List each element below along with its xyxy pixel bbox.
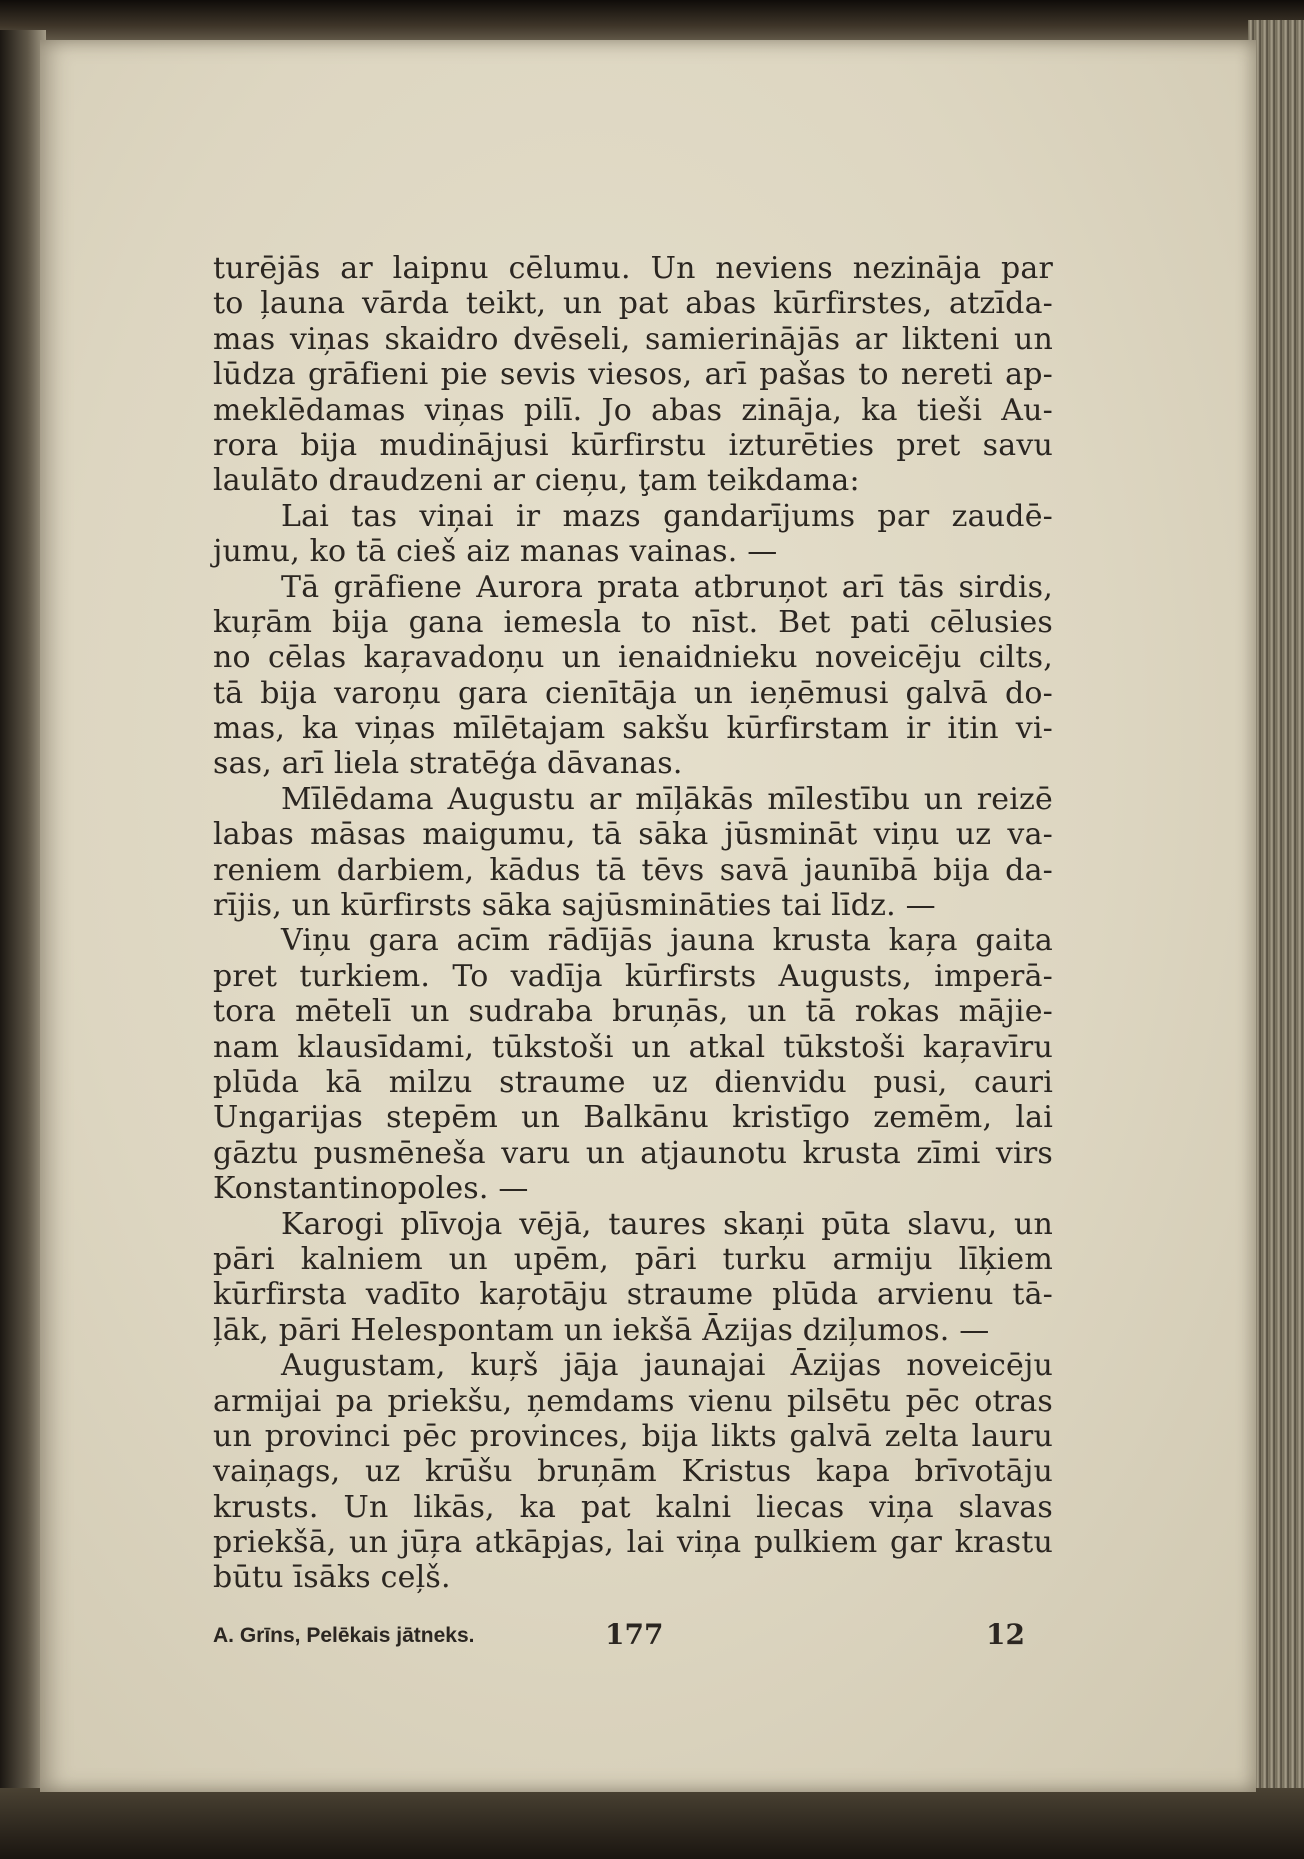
bottom-edge — [0, 1788, 1304, 1859]
text-line: mas, ka viņas mīlētajam sakšu kūrfirstam ir itin vi- — [213, 711, 1053, 747]
text-line: vaiņags, uz krūšu bruņām Kristus kapa brīvotāju — [213, 1454, 1053, 1490]
text-line: plūda kā milzu straume uz dienvidu pusi, cauri — [213, 1064, 1053, 1100]
text-line: Lai tas viņai ir mazs gandarījums par zaudē- — [281, 498, 1053, 534]
footer-title: A. Grīns, Pelēkais jātneks. — [213, 1624, 475, 1647]
text-line: Augustam, kuŗš jāja jaunajai Āzijas noveicēju — [281, 1348, 1053, 1384]
text-line: un provinci pēc provinces, bija likts galvā zelta lauru — [213, 1418, 1053, 1454]
text-line: laulāto draudzeni ar cieņu, ţam teikdama: — [213, 463, 860, 499]
text-line: pāri kalniem un upēm, pāri turku armiju līķiem — [213, 1241, 1053, 1277]
text-line: rora bija mudinājusi kūrfirstu izturēties pret savu — [213, 427, 1053, 463]
text-line: pret turkiem. To vadīja kūrfirsts Augusts, imperā- — [213, 958, 1053, 994]
text-line: nam klausīdami, tūkstoši un atkal tūkstoši kaŗavīru — [213, 1029, 1053, 1065]
text-line: meklēdamas viņas pilī. Jo abas zināja, ka tieši Au- — [213, 392, 1053, 428]
page-number: 177 — [605, 1618, 664, 1651]
text-line: turējās ar laipnu cēlumu. Un neviens nezināja par — [213, 251, 1053, 286]
text-line: reniem darbiem, kādus tā tēvs savā jaunībā bija da- — [213, 852, 1053, 888]
text-line: Konstantinopoles. — — [213, 1171, 529, 1207]
text-line: jumu, ko tā cieš aiz manas vainas. — — [213, 534, 778, 570]
text-line: ļāk, pāri Helespontam un iekšā Āzijas dziļumos. — — [213, 1312, 990, 1348]
text-line: Mīlēdama Augustu ar mīļākās mīlestību un reizē — [281, 781, 1053, 817]
text-line: būtu īsāks ceļš. — [213, 1560, 451, 1596]
text-line: gāztu pusmēneša varu un atjaunotu krusta zīmi virs — [213, 1135, 1053, 1171]
text-line: kūrfirsta vadīto kaŗotāju straume plūda arvienu tā- — [213, 1277, 1053, 1313]
text-line: Tā grāfiene Aurora prata atbruņot arī tās sirdis, — [281, 569, 1053, 605]
text-line: tā bija varoņu gara cienītāja un ieņēmusi galvā do- — [213, 675, 1053, 711]
text-line: mas viņas skaidro dvēseli, samierinājās ar likteni un — [213, 321, 1053, 357]
text-line: sas, arī liela stratēģa dāvanas. — [213, 746, 683, 782]
text-line: Viņu gara acīm rādījās jauna krusta kaŗa gaita — [281, 923, 1053, 959]
text-line: labas māsas maigumu, tā sāka jūsmināt viņu uz va- — [213, 817, 1053, 853]
page-stack-edge — [1248, 20, 1304, 1859]
text-line: armijai pa priekšu, ņemdams vienu pilsētu pēc otras — [213, 1383, 1053, 1419]
text-line: lūdza grāfieni pie sevis viesos, arī pašas to nereti ap- — [213, 357, 1053, 393]
text-line: rījis, un kūrfirsts sāka sajūsmināties tai līdz. — — [213, 888, 936, 924]
text-line: kuŗām bija gana iemesla to nīst. Bet pati cēlusies — [213, 604, 1053, 640]
text-line: Ungarijas stepēm un Balkānu kristīgo zemēm, lai — [213, 1100, 1053, 1136]
text-line: priekšā, un jūŗa atkāpjas, lai viņa pulkiem gar krastu — [213, 1525, 1053, 1561]
book-page — [40, 40, 1256, 1792]
signature-mark: 12 — [986, 1618, 1025, 1651]
text-line: no cēlas kaŗavadoņu un ienaidnieku noveicēju cilts, — [213, 640, 1053, 676]
body-text — [213, 251, 1053, 1596]
text-line: to ļauna vārda teikt, un pat abas kūrfirstes, atzīda- — [213, 286, 1053, 322]
text-line: krusts. Un likās, ka pat kalni liecas viņa slavas — [213, 1489, 1053, 1525]
page-footer — [213, 1618, 1053, 1658]
text-line: tora mētelī un sudraba bruņās, un tā rokas mājie- — [213, 994, 1053, 1030]
text-line: Karogi plīvoja vējā, taures skaņi pūta slavu, un — [281, 1206, 1053, 1242]
